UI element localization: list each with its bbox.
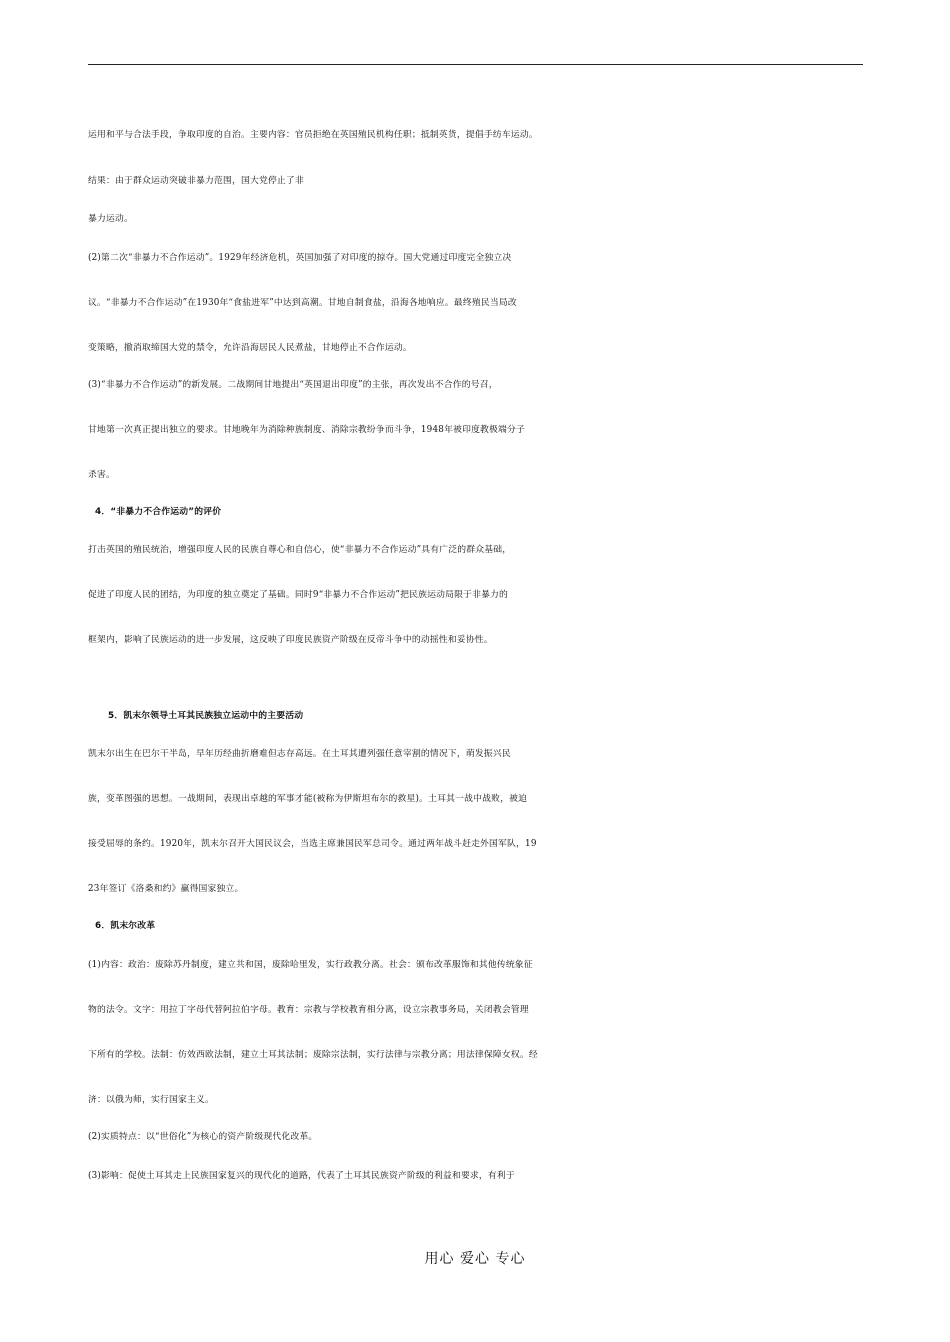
header-rule <box>88 64 863 65</box>
text-line: (3)影响：促使土耳其走上民族国家复兴的现代化的道路，代表了土耳其民族资产阶级的利益和要求，有利于 <box>88 1171 515 1181</box>
page-footer: 用心 爱心 专心 <box>424 1251 526 1267</box>
text-line: 杀害。 <box>88 470 115 480</box>
text-line: 打击英国的殖民统治，增强印度人民的民族自尊心和自信心，使“非暴力不合作运动”具有广泛的群众基础， <box>88 545 512 555</box>
text-line: 23年签订《洛桑和约》赢得国家独立。 <box>88 884 244 894</box>
text-line: 甘地第一次真正提出独立的要求。甘地晚年为消除种族制度、消除宗教纷争而斗争，1948年被印度教极端分子 <box>88 425 526 435</box>
text-line: 济：以俄为师，实行国家主义。 <box>88 1095 214 1105</box>
text-line: (2)实质特点：以“世俗化”为核心的资产阶级现代化改革。 <box>88 1132 318 1142</box>
text-line: 变策略，撤消取缔国大党的禁令，允许沿海居民人民煮盐，甘地停止不合作运动。 <box>88 343 412 353</box>
text-line: 结果：由于群众运动突破非暴力范围，国大党停止了非 <box>88 176 304 186</box>
text-line: (3)“非暴力不合作运动”的新发展。二战期间甘地提出“英国退出印度”的主张，再次发出不合作的号召， <box>88 380 498 390</box>
text-line: (2)第二次“非暴力不合作运动”。1929年经济危机，英国加强了对印度的掠夺。国大党通过印度完全独立决 <box>88 253 512 263</box>
text-line: 促进了印度人民的团结，为印度的独立奠定了基础。同时9“非暴力不合作运动”把民族运动局限于非暴力的 <box>88 590 509 600</box>
text-line: 议。“非暴力不合作运动”在1930年“食盐进军”中达到高潮。甘地自制食盐，沿海各地响应。最终殖民当局改 <box>88 298 517 308</box>
text-line: 运用和平与合法手段，争取印度的自治。主要内容：官员拒绝在英国殖民机构任职；抵制英货，提倡手纺车运动。 <box>88 130 538 140</box>
text-line: 族，变革图强的思想。一战期间，表现出卓越的军事才能(被称为伊斯坦布尔的救星)。土耳其一战中战败，被迫 <box>88 794 528 804</box>
text-line: 物的法令。文字：用拉丁字母代替阿拉伯字母。教育：宗教与学校教育相分离，设立宗教事务局，关闭教会管理 <box>88 1005 529 1015</box>
section-heading-6: 6．凯末尔改革 <box>95 921 156 931</box>
text-line: 下所有的学校。法制：仿效西欧法制，建立土耳其法制；废除宗法制，实行法律与宗教分离；用法律保障女权。经 <box>88 1050 538 1060</box>
text-line: 接受屈辱的条约。1920年，凯末尔召开大国民议会，当选主席兼国民军总司令。通过两年战斗赶走外国军队，19 <box>88 839 537 849</box>
section-heading-4: 4．“非暴力不合作运动”的评价 <box>95 507 222 517</box>
text-line: (1)内容：政治：废除苏丹制度，建立共和国，废除哈里发，实行政教分离。社会：颁布改革服饰和其他传统象征 <box>88 960 533 970</box>
section-heading-5: 5．凯末尔领导土耳其民族独立运动中的主要活动 <box>108 711 304 721</box>
text-line: 凯末尔出生在巴尔干半岛，早年历经曲折磨难但志存高远。在土耳其遭列强任意宰割的情况下，萌发振兴民 <box>88 749 511 759</box>
text-line: 暴力运动。 <box>88 214 133 224</box>
text-line: 框架内，影响了民族运动的进一步发展，这反映了印度民族资产阶级在反帝斗争中的动摇性和妥协性。 <box>88 635 493 645</box>
